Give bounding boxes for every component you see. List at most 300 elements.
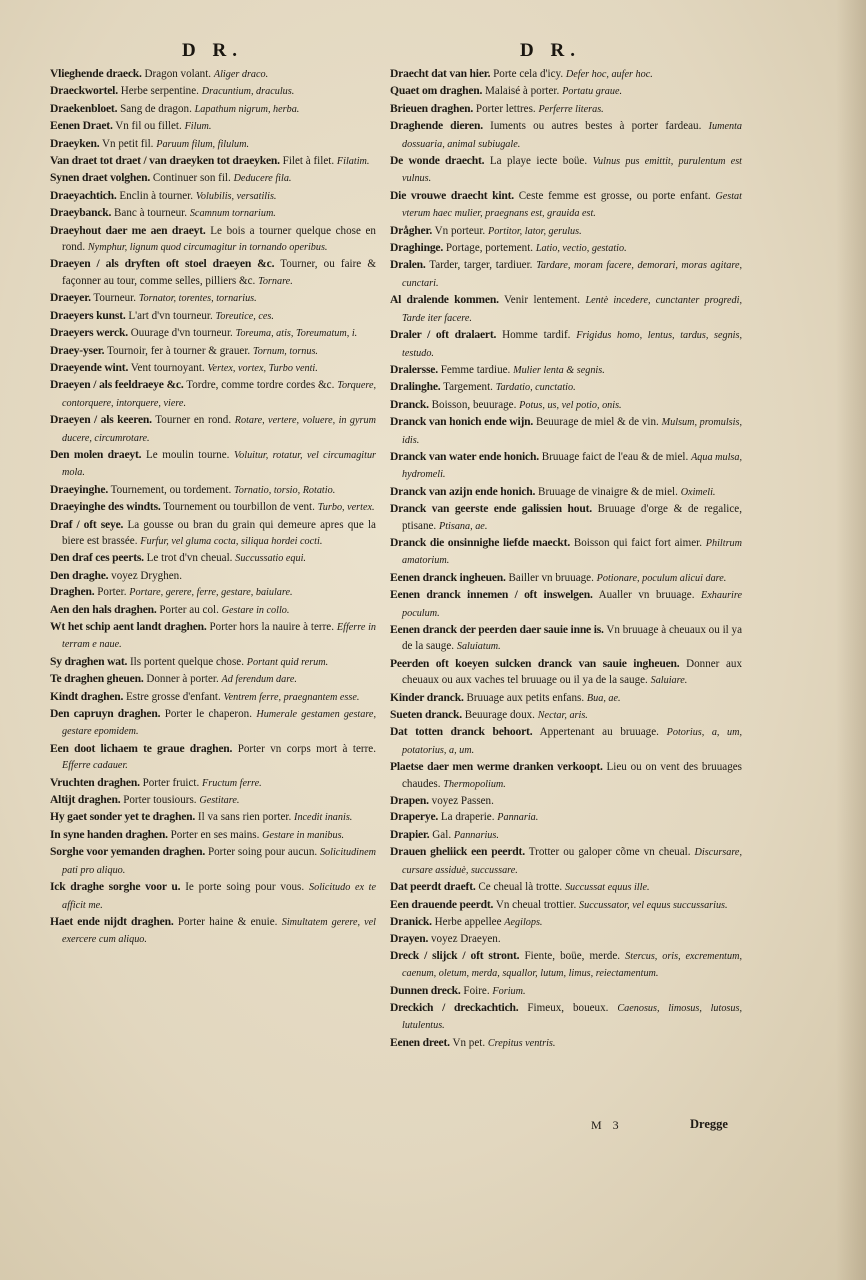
- dictionary-entry: [50, 153, 376, 170]
- headword: Dralinghe.: [390, 380, 441, 394]
- dictionary-entry: [390, 827, 742, 844]
- dictionary-entry: [50, 654, 376, 671]
- headword: Draeyhout daer me aen draeyt.: [50, 223, 206, 237]
- french-gloss: Fimeux, boueux.: [527, 1001, 609, 1014]
- latin-gloss: Gestare in collo.: [221, 604, 290, 616]
- latin-gloss: Defer hoc, aufer hoc.: [565, 69, 653, 80]
- latin-gloss: Voluitur, rotatur, vel circumagitur mola.: [62, 449, 377, 479]
- headword: Dat totten dranck behoort.: [390, 725, 533, 739]
- french-gloss: Trotter ou galoper cõme vn cheual.: [528, 846, 691, 859]
- latin-gloss: Gestitare.: [199, 795, 240, 807]
- headword: Draeyende wint.: [50, 360, 129, 374]
- dictionary-entry: [390, 484, 742, 501]
- latin-gloss: Philtrum amatorium.: [402, 537, 742, 567]
- dictionary-entry: [390, 223, 742, 240]
- dictionary-entry: [390, 1035, 742, 1052]
- headword: Dranck van azijn ende honich.: [390, 484, 536, 498]
- latin-gloss: Lentè incedere, cunctanter progredi, Tarde iter facere.: [402, 295, 742, 324]
- latin-gloss: Potorius, a, um, potatorius, a, um.: [402, 727, 742, 756]
- french-gloss: Porter vn corps mort à terre.: [237, 742, 376, 755]
- latin-gloss: Frigidus homo, lentus, tardus, segnis, testudo.: [402, 330, 743, 359]
- french-gloss: Porter soing pour aucun.: [207, 846, 318, 859]
- headword: Van draet tot draet / van draeyken tot draeyken.: [50, 154, 280, 168]
- headword: Draperye.: [390, 810, 439, 824]
- headword: Aen den hals draghen.: [50, 602, 157, 616]
- dictionary-entry: [390, 1000, 742, 1035]
- french-gloss: La playe iecte boüe.: [489, 155, 588, 168]
- french-gloss: Venir lentement.: [504, 294, 581, 307]
- french-gloss: Le moulin tourne.: [145, 448, 230, 461]
- french-gloss: Porter au col.: [159, 603, 219, 616]
- latin-gloss: Incedit inanis.: [294, 812, 353, 824]
- headword: In syne handen draghen.: [50, 827, 168, 841]
- dictionary-entry: [390, 66, 742, 83]
- latin-gloss: Solicitudo ex te afficit me.: [62, 882, 376, 911]
- headword: Kinder dranck.: [390, 690, 464, 704]
- headword: Draghinge.: [390, 241, 444, 255]
- dictionary-entry: [50, 290, 376, 307]
- dictionary-entry: [50, 188, 376, 205]
- french-gloss: Bruuage faict de l'eau & de miel.: [541, 450, 689, 463]
- dictionary-entry: [390, 809, 742, 826]
- dictionary-entry: [390, 379, 742, 396]
- latin-gloss: Pannaria.: [497, 812, 539, 824]
- dictionary-entry: [390, 153, 742, 188]
- latin-gloss: Oximeli.: [680, 486, 716, 498]
- french-gloss: Estre grosse d'enfant.: [126, 690, 221, 703]
- french-gloss: voyez Draeyen.: [431, 933, 501, 946]
- dictionary-entry: [50, 66, 376, 83]
- dictionary-entry: [390, 844, 742, 879]
- french-gloss: Herbe appellee: [434, 915, 502, 928]
- french-gloss: Enclin à tourner.: [119, 189, 194, 202]
- headword: Dranck.: [390, 397, 429, 411]
- french-gloss: Ceste femme est grosse, ou porte enfant.: [518, 189, 711, 202]
- french-gloss: Bruuage aux petits enfans.: [466, 691, 585, 704]
- dictionary-entry: [390, 501, 742, 535]
- latin-gloss: Fructum ferre.: [202, 777, 262, 789]
- headword: Draeyen / als feeldraeye &c.: [50, 378, 184, 392]
- dictionary-entry: [390, 931, 742, 947]
- latin-gloss: Mulsum, promulsis, idis.: [402, 417, 742, 446]
- headword: Draecht dat van hier.: [390, 67, 491, 80]
- dictionary-entry: [390, 656, 742, 690]
- latin-gloss: Volubilis, versatilis.: [195, 190, 277, 202]
- latin-gloss: Deducere fila.: [233, 173, 292, 185]
- dictionary-entry: [50, 377, 376, 412]
- headword: Te draghen gheuen.: [50, 672, 144, 686]
- french-gloss: Sang de dragon.: [120, 102, 192, 115]
- headword: Draf / oft seye.: [50, 517, 124, 531]
- dictionary-entry: [50, 499, 376, 516]
- latin-gloss: Efferre in terram e naue.: [62, 622, 376, 651]
- french-gloss: Foire.: [463, 984, 490, 997]
- headword: Die vrouwe draecht kint.: [390, 188, 514, 202]
- french-gloss: Bruuage d'orge & de regalice, ptisane.: [402, 503, 742, 532]
- dictionary-entry: [50, 671, 376, 688]
- latin-gloss: Discursare, cursare assiduè, succussare.: [402, 847, 742, 876]
- latin-gloss: Saluiare.: [650, 675, 688, 687]
- dictionary-entry: [50, 256, 376, 290]
- headword: Draghende dieren.: [390, 119, 483, 133]
- headword: Kindt draghen.: [50, 689, 124, 703]
- dictionary-entry: [50, 118, 376, 135]
- headword: Vlieghende draeck.: [50, 67, 142, 80]
- dictionary-entry: [390, 983, 742, 1000]
- headword: Hy gaet sonder yet te draghen.: [50, 810, 196, 824]
- latin-gloss: Dracuntium, draculus.: [201, 86, 295, 98]
- dictionary-entry: [50, 308, 376, 325]
- headword: Draeckwortel.: [50, 84, 118, 98]
- latin-gloss: Forium.: [492, 985, 526, 997]
- latin-gloss: Aqua mulsa, hydromeli.: [402, 451, 743, 481]
- french-gloss: Fiente, boüe, merde.: [524, 949, 621, 962]
- dictionary-entry: [390, 622, 742, 656]
- french-gloss: Porter en ses mains.: [170, 828, 260, 841]
- latin-gloss: Paruum filum, filulum.: [156, 138, 250, 150]
- french-gloss: Vn fil ou fillet.: [115, 120, 182, 133]
- dictionary-entry: [50, 101, 376, 118]
- french-gloss: Homme tardif.: [502, 329, 571, 342]
- french-gloss: Vn cheual trottier.: [495, 898, 577, 911]
- french-gloss: Donner à porter.: [146, 673, 219, 686]
- latin-gloss: Nectar, aris.: [537, 710, 588, 722]
- french-gloss: voyez Passen.: [431, 795, 494, 808]
- french-gloss: Donner aux cheuaux ou aux vaches tel bruuage ou il ya de la sauge.: [402, 657, 743, 687]
- dictionary-entry: [390, 240, 742, 257]
- dictionary-entry: [50, 136, 376, 153]
- dictionary-entry: [390, 414, 742, 449]
- headword: Den molen draeyt.: [50, 447, 142, 461]
- latin-gloss: Tardare, moram facere, demorari, moras agitare, cunctari.: [402, 260, 743, 289]
- latin-gloss: Portare, gerere, ferre, gestare, baiulare.: [129, 587, 293, 599]
- dictionary-entry: [50, 619, 376, 654]
- french-gloss: Boisson qui faict fort aimer.: [573, 536, 702, 549]
- french-gloss: Bailler vn bruuage.: [508, 571, 594, 584]
- french-gloss: Herbe serpentine.: [120, 85, 199, 98]
- dictionary-entry: [390, 724, 742, 759]
- latin-gloss: Nymphur, lignum quod circumagitur in tornando operibus.: [87, 242, 328, 254]
- dictionary-entry: [390, 535, 742, 570]
- french-gloss: Tordre, comme tordre cordes &c.: [186, 379, 335, 392]
- headword: Drapier.: [390, 827, 430, 841]
- headword: Dranick.: [390, 914, 432, 928]
- dictionary-entry: [50, 325, 376, 342]
- dictionary-entry: [390, 759, 742, 793]
- dictionary-entry: [390, 570, 742, 587]
- dictionary-entry: [50, 360, 376, 377]
- headword: Sorghe voor yemanden draghen.: [50, 845, 206, 859]
- french-gloss: Ie porte soing pour vous.: [185, 881, 305, 894]
- headword: Den draf ces peerts.: [50, 551, 144, 565]
- french-gloss: Vn pet.: [452, 1036, 486, 1049]
- french-gloss: Porte cela d'icy.: [493, 68, 564, 80]
- french-gloss: Tarder, targer, tardiuer.: [429, 259, 533, 272]
- latin-gloss: Succussator, vel equus succussarius.: [579, 899, 728, 911]
- latin-gloss: Portatu graue.: [562, 86, 623, 98]
- french-gloss: Targement.: [443, 381, 493, 394]
- latin-gloss: Humerale gestamen gestare, gestare epomidem.: [62, 709, 376, 738]
- french-gloss: Porter tousiours.: [123, 794, 197, 807]
- headword: Vruchten draghen.: [50, 775, 140, 789]
- headword: Dreckich / dreckachtich.: [390, 1000, 519, 1014]
- headword: Draeyers kunst.: [50, 308, 126, 322]
- latin-gloss: Potus, us, vel potio, onis.: [519, 399, 622, 411]
- headword: Wt het schip aent landt draghen.: [50, 620, 207, 633]
- headword: Draeyken.: [50, 136, 100, 150]
- headword: Draeybanck.: [50, 206, 112, 220]
- french-gloss: Vn bruuage à cheuaux ou il ya de la sauge.: [402, 624, 742, 653]
- dictionary-entry: [390, 101, 742, 118]
- dictionary-entry: [390, 914, 742, 931]
- dictionary-entry: [50, 741, 376, 775]
- latin-gloss: Gestare in manibus.: [262, 829, 345, 841]
- french-gloss: Tournement, ou tordement.: [110, 483, 232, 496]
- headword: Draler / oft dralaert.: [390, 328, 497, 342]
- dictionary-entry: [50, 517, 376, 551]
- dictionary-entry: [390, 83, 742, 100]
- left-column: [50, 66, 376, 949]
- french-gloss: Le trot d'vn cheual.: [146, 552, 233, 565]
- latin-gloss: Turbo, vertex.: [317, 502, 375, 514]
- french-gloss: Ils portent quelque chose.: [129, 655, 244, 668]
- headword: Dranck van geerste ende galissien hout.: [390, 502, 592, 516]
- latin-gloss: Aliger draco.: [213, 69, 269, 80]
- headword: De wonde draecht.: [390, 154, 485, 168]
- dictionary-entry: [390, 879, 742, 896]
- headword: Dreck / slijck / oft stront.: [390, 948, 520, 962]
- french-gloss: voyez Dryghen.: [111, 569, 182, 582]
- latin-gloss: Vertex, vortex, Turbo venti.: [207, 362, 318, 374]
- latin-gloss: Perferre literas.: [538, 103, 604, 115]
- dictionary-entry: [390, 362, 742, 379]
- dictionary-entry: [50, 809, 376, 826]
- dictionary-entry: [50, 343, 376, 360]
- headword: Brieuen draghen.: [390, 101, 474, 115]
- latin-gloss: Latio, vectio, gestatio.: [535, 243, 627, 255]
- latin-gloss: Tornatio, torsio, Rotatio.: [234, 484, 336, 496]
- latin-gloss: Efferre cadauer.: [62, 760, 128, 772]
- dictionary-entry: [50, 844, 376, 879]
- french-gloss: Ouurage d'vn tourneur.: [130, 327, 233, 340]
- dictionary-entry: [390, 449, 742, 484]
- french-gloss: Tournement ou tourbillon de vent.: [163, 501, 315, 514]
- headword: Dranck van water ende honich.: [390, 449, 539, 463]
- headword: Altijt draghen.: [50, 793, 121, 807]
- latin-gloss: Aegilops.: [504, 916, 543, 928]
- headword: Sueten dranck.: [390, 708, 462, 722]
- french-gloss: Bruuage de vinaigre & de miel.: [538, 485, 678, 498]
- french-gloss: Tournoir, fer à tourner & grauer.: [106, 344, 251, 357]
- headword: Dralen.: [390, 258, 426, 272]
- headword: Eenen dreet.: [390, 1035, 450, 1049]
- headword: Dat peerdt draeft.: [390, 880, 476, 894]
- headword: Dranck die onsinnighe liefde maeckt.: [390, 535, 571, 549]
- latin-gloss: Simultatem gerere, vel exercere cum aliquo.: [62, 916, 376, 946]
- headword: Draeyen / als keeren.: [50, 413, 152, 427]
- french-gloss: Malaisé à porter.: [485, 85, 560, 98]
- dictionary-entry: [390, 948, 742, 983]
- latin-gloss: Portitor, lator, gerulus.: [487, 225, 582, 237]
- french-gloss: Banc à tourneur.: [114, 207, 188, 220]
- french-gloss: Porter hors la nauire à terre.: [209, 621, 334, 633]
- running-head-left: D R.: [182, 40, 243, 61]
- latin-gloss: Mulier lenta & segnis.: [513, 364, 605, 376]
- headword: Sy draghen wat.: [50, 654, 128, 668]
- headword: Een drauende peerdt.: [390, 897, 494, 911]
- latin-gloss: Torquere, contorquere, intorquere, viere.: [62, 380, 377, 409]
- catchword: Dregge: [690, 1117, 728, 1131]
- headword: Den draghe.: [50, 568, 109, 582]
- latin-gloss: Stercus, oris, excrementum, caenum, oletum, merda, squallor, lutum, limus, reiectamentum.: [402, 950, 742, 980]
- french-gloss: Portage, portement.: [445, 242, 534, 255]
- right-column: [390, 66, 742, 1052]
- latin-gloss: Crepitus ventris.: [487, 1037, 556, 1049]
- latin-gloss: Gestat vterum haec mulier, praegnans est, grauida est.: [402, 190, 742, 220]
- headword: Drågher.: [390, 223, 433, 237]
- latin-gloss: Tornum, tornus.: [252, 345, 318, 357]
- dictionary-entry: [50, 584, 376, 601]
- dictionary-entry: [50, 879, 376, 914]
- french-gloss: Iuments ou autres bestes à porter fardeau.: [490, 120, 702, 133]
- latin-gloss: Tardatio, cunctatio.: [495, 382, 576, 394]
- latin-gloss: Pannarius.: [453, 829, 499, 841]
- french-gloss: Vent tournoyant.: [130, 361, 205, 374]
- headword: Drauen gheliick een peerdt.: [390, 845, 525, 859]
- french-gloss: Femme tardiue.: [440, 363, 511, 376]
- headword: Drapen.: [390, 794, 429, 808]
- headword: Dunnen dreck.: [390, 983, 461, 997]
- dictionary-entry: [390, 793, 742, 809]
- latin-gloss: Potionare, poculum alicui dare.: [596, 572, 727, 584]
- latin-gloss: Ventrem ferre, praegnantem esse.: [223, 691, 360, 703]
- dictionary-entry: [390, 257, 742, 292]
- dictionary-entry: [50, 827, 376, 844]
- headword: Eenen dranck ingheuen.: [390, 570, 506, 584]
- latin-gloss: Succussat equus ille.: [564, 882, 650, 894]
- running-head-right: D R.: [520, 40, 581, 61]
- dictionary-entry: [390, 327, 742, 362]
- headword: Draeyinghe des windts.: [50, 500, 161, 514]
- headword: Synen draet volghen.: [50, 171, 151, 185]
- latin-gloss: Toreuma, atis, Toreumatum, i.: [235, 328, 358, 340]
- headword: Den capruyn draghen.: [50, 707, 161, 721]
- dictionary-entry: [50, 914, 376, 949]
- dictionary-entry: [50, 550, 376, 567]
- french-gloss: Porter le chaperon.: [164, 708, 252, 721]
- french-gloss: Tourneur.: [93, 292, 137, 305]
- french-gloss: Porter.: [97, 586, 127, 599]
- latin-gloss: Thermopolium.: [443, 778, 506, 790]
- headword: Plaetse daer men werme dranken verkoopt.: [390, 760, 603, 774]
- french-gloss: Ce cheual là trotte.: [478, 881, 563, 894]
- dictionary-entry: [50, 568, 376, 584]
- french-gloss: Appertenant au bruuage.: [539, 726, 659, 739]
- latin-gloss: Tornare.: [258, 275, 293, 287]
- dictionary-entry: [390, 188, 742, 223]
- french-gloss: Porter lettres.: [475, 102, 536, 115]
- latin-gloss: Lapathum nigrum, herba.: [194, 103, 300, 115]
- french-gloss: Beuurage doux.: [464, 709, 535, 722]
- french-gloss: Le bois a tourner quelque chose en rond.: [62, 224, 376, 254]
- headword: Peerden oft koeyen sulcken dranck van sauie ingheuen.: [390, 656, 680, 670]
- dictionary-entry: [390, 587, 742, 622]
- headword: Quaet om draghen.: [390, 84, 483, 98]
- dictionary-entry: [390, 897, 742, 914]
- french-gloss: La gousse ou bran du grain qui demeure apres que la biere est brassée.: [62, 518, 376, 547]
- latin-gloss: Scamnum tornarium.: [189, 208, 276, 220]
- french-gloss: Gal.: [432, 828, 452, 841]
- french-gloss: Beuurage de miel & de vin.: [535, 416, 659, 429]
- dictionary-entry: [390, 397, 742, 414]
- latin-gloss: Bua, ae.: [586, 692, 621, 704]
- latin-gloss: Succussatio equi.: [235, 553, 306, 565]
- french-gloss: Lieu ou on vent des bruuages chaudes.: [402, 761, 742, 790]
- french-gloss: Dragon volant.: [144, 68, 212, 80]
- headword: Al dralende kommen.: [390, 293, 499, 307]
- dictionary-entry: [50, 170, 376, 187]
- french-gloss: Vn petit fil.: [101, 137, 154, 150]
- latin-gloss: Iumenta dossuaria, animal subiugale.: [402, 121, 742, 150]
- dictionary-entry: [50, 223, 376, 257]
- latin-gloss: Furfur, vel gluma cocta, siliqua hordei cocti.: [140, 535, 323, 547]
- headword: Eenen Draet.: [50, 119, 113, 133]
- french-gloss: Tourner, ou faire & façonner au tour, comme selles, pilliers &c.: [62, 258, 376, 287]
- dictionary-entry: [50, 602, 376, 619]
- latin-gloss: Rotare, vertere, voluere, in gyrum ducere, circumrotare.: [62, 415, 376, 444]
- french-gloss: Porter haine & enuie.: [177, 915, 278, 928]
- headword: Draeyachtich.: [50, 188, 117, 202]
- dictionary-entry: [50, 792, 376, 809]
- dictionary-entry: [50, 689, 376, 706]
- latin-gloss: Tornator, torentes, tornarius.: [138, 293, 257, 305]
- headword: Dranck van honich ende wijn.: [390, 415, 534, 429]
- french-gloss: Aualler vn bruuage.: [598, 589, 695, 602]
- dictionary-entry: [50, 706, 376, 741]
- latin-gloss: Vulnus pus emittit, purulentum est vulnus.: [402, 156, 743, 185]
- latin-gloss: Ad ferendum dare.: [221, 674, 297, 686]
- french-gloss: Vn porteur.: [434, 224, 486, 237]
- dictionary-entry: [50, 412, 376, 447]
- headword: Eenen dranck der peerden daer sauie inne is.: [390, 623, 604, 636]
- latin-gloss: Caenosus, limosus, lutosus, lutulentus.: [402, 1002, 742, 1032]
- french-gloss: Il va sans rien porter.: [197, 811, 292, 824]
- dictionary-entry: [50, 205, 376, 222]
- french-gloss: Continuer son fil.: [152, 172, 231, 185]
- dictionary-entry: [50, 775, 376, 792]
- latin-gloss: Ptisana, ae.: [438, 520, 488, 532]
- latin-gloss: Solicitudinem pati pro aliquo.: [62, 847, 376, 876]
- headword: Draeyer.: [50, 291, 91, 305]
- latin-gloss: Filum.: [184, 121, 212, 133]
- latin-gloss: Toreutice, ces.: [215, 310, 274, 322]
- headword: Eenen dranck innemen / oft inswelgen.: [390, 588, 593, 602]
- french-gloss: Filet à filet.: [282, 155, 335, 168]
- latin-gloss: Saluiatum.: [456, 641, 501, 653]
- dictionary-entry: [50, 83, 376, 100]
- headword: Drayen.: [390, 932, 429, 946]
- dictionary-entry: [390, 707, 742, 724]
- headword: Dralersse.: [390, 362, 438, 376]
- french-gloss: Tourner en rond.: [155, 414, 232, 427]
- dictionary-entry: [50, 447, 376, 482]
- headword: Draekenbloet.: [50, 101, 118, 115]
- headword: Draghen.: [50, 585, 95, 599]
- dictionary-entry: [50, 482, 376, 499]
- headword: Draeyen / als dryften oft stoel draeyen &c.: [50, 257, 275, 271]
- dictionary-entry: [390, 292, 742, 327]
- french-gloss: Boisson, beuurage.: [431, 398, 517, 411]
